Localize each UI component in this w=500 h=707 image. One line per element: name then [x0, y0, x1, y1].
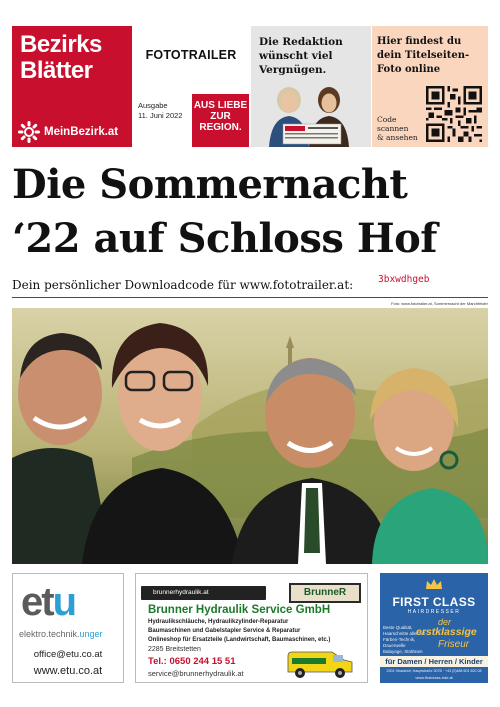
logo-line-1: Bezirks — [20, 31, 102, 58]
brand-logo-title — [20, 32, 102, 84]
main-photo — [12, 308, 488, 564]
firstclass-subtitle: HAIRDRESSER — [407, 609, 461, 615]
firstclass-title: FIRST CLASS — [392, 595, 476, 609]
logo-line-2: Blätter — [20, 57, 93, 84]
headline-line-1: Die Sommernacht — [12, 161, 408, 208]
redaktion-line-1: Die Redaktion — [259, 36, 343, 48]
download-code-label: Dein persönlicher Downloadcode für www.fototrailer.at: — [12, 278, 354, 292]
divider — [12, 297, 488, 298]
brand-logo-block[interactable] — [12, 26, 132, 147]
brunner-phone[interactable]: Tel.: 0650 244 15 51 — [148, 656, 236, 667]
code-hint-line-3: & ansehen — [377, 133, 418, 142]
firstclass-service-2: Haarschnitte aller Art — [383, 631, 425, 636]
titelseite-box — [372, 26, 488, 147]
firstclass-friseur: Friseur — [438, 639, 470, 650]
van-icon — [284, 648, 356, 680]
etu-logo — [21, 582, 75, 622]
titelseite-line-3: Foto online — [377, 64, 441, 75]
qr-code-icon[interactable] — [426, 86, 482, 142]
etu-tagline — [19, 629, 103, 639]
issue-date: 11. Juni 2022 — [138, 111, 183, 120]
code-hint — [377, 115, 418, 142]
crown-icon — [425, 578, 443, 590]
sun-burst-icon — [18, 121, 40, 143]
firstclass-audience: für Damen / Herren / Kinder — [380, 656, 488, 667]
brunner-title: Brunner Hydraulik Service GmbH — [148, 604, 331, 616]
etu-logo-accent: u — [52, 580, 76, 624]
firstclass-service-1: Beste Qualität, — [383, 625, 413, 630]
redaktion-line-2: wünscht viel — [259, 50, 333, 62]
issue-info — [138, 101, 182, 121]
ad-firstclass[interactable] — [380, 573, 488, 683]
slogan-line-3: REGION. — [199, 122, 242, 133]
code-hint-line-2: scannen — [377, 124, 409, 133]
firstclass-der: der — [438, 617, 452, 627]
issue-label: Ausgabe — [138, 101, 168, 110]
slogan-line-2: ZUR — [210, 111, 231, 122]
download-code-value[interactable]: 3bxwdhgeb — [378, 274, 430, 285]
group-photo-illustration — [12, 308, 488, 564]
etu-website[interactable]: www.etu.co.at — [33, 665, 103, 677]
etu-tagline-prefix: elektro.technik. — [19, 629, 80, 639]
editors-photo — [261, 80, 365, 147]
etu-logo-main: et — [21, 580, 53, 624]
brunner-logo: BrunneR — [289, 583, 361, 603]
ad-etu[interactable] — [12, 573, 124, 683]
brunner-service-1: Hydraulikschläuche, Hydraulikzylinder-Reparatur — [148, 619, 289, 625]
redaktion-greeting — [259, 35, 343, 77]
firstclass-service-4: Balayage, Strähnen — [383, 649, 423, 654]
etu-tagline-accent: unger — [79, 629, 103, 639]
titelseite-text — [377, 35, 469, 77]
brunner-service-3: Onlineshop für Ersatzteile (Landwirtschaft, Baumaschinen, etc.) — [148, 637, 331, 643]
ad-brunner[interactable] — [135, 573, 368, 683]
code-hint-line-1: Code — [377, 115, 397, 124]
section-title: FOTOTRAILER — [145, 48, 237, 62]
headline-line-2: ‘22 auf Schloss Hof — [12, 215, 437, 262]
slogan-line-1: AUS LIEBE — [193, 100, 248, 111]
titelseite-line-1: Hier findest du — [377, 36, 462, 47]
firstclass-website[interactable]: www.firstclass-hair.at — [415, 675, 453, 680]
headline — [12, 158, 492, 266]
brunner-service-2: Baumaschinen und Gabelstapler Service & Reparatur — [148, 628, 301, 634]
slogan-badge — [192, 94, 249, 147]
brunner-email[interactable]: service@brunnerhydraulik.at — [148, 669, 244, 678]
meinbezirk-label: MeinBezirk.at — [44, 126, 119, 138]
brunner-hose-banner: brunnerhydraulik.at — [141, 586, 266, 600]
firstclass-service-3: Färben-Technik, Dauerwelle — [383, 637, 416, 648]
firstclass-claim: erstklassige — [416, 626, 477, 638]
meinbezirk-brand — [18, 121, 118, 143]
firstclass-address: 2301 Strasshof, Hauptstraße 307B · +43 (0)488 601 820 08 — [386, 669, 482, 673]
photo-credit: Foto: www.fototrailer.at, Sommernacht der Marchfelder — [391, 301, 488, 306]
titelseite-line-2: dein Titelseiten- — [377, 50, 470, 61]
brunner-address: 2285 Breitstetten — [148, 646, 201, 653]
redaktion-line-3: Vergnügen. — [259, 64, 327, 76]
etu-email[interactable]: office@etu.co.at — [33, 649, 103, 660]
redaktion-box — [251, 26, 371, 147]
